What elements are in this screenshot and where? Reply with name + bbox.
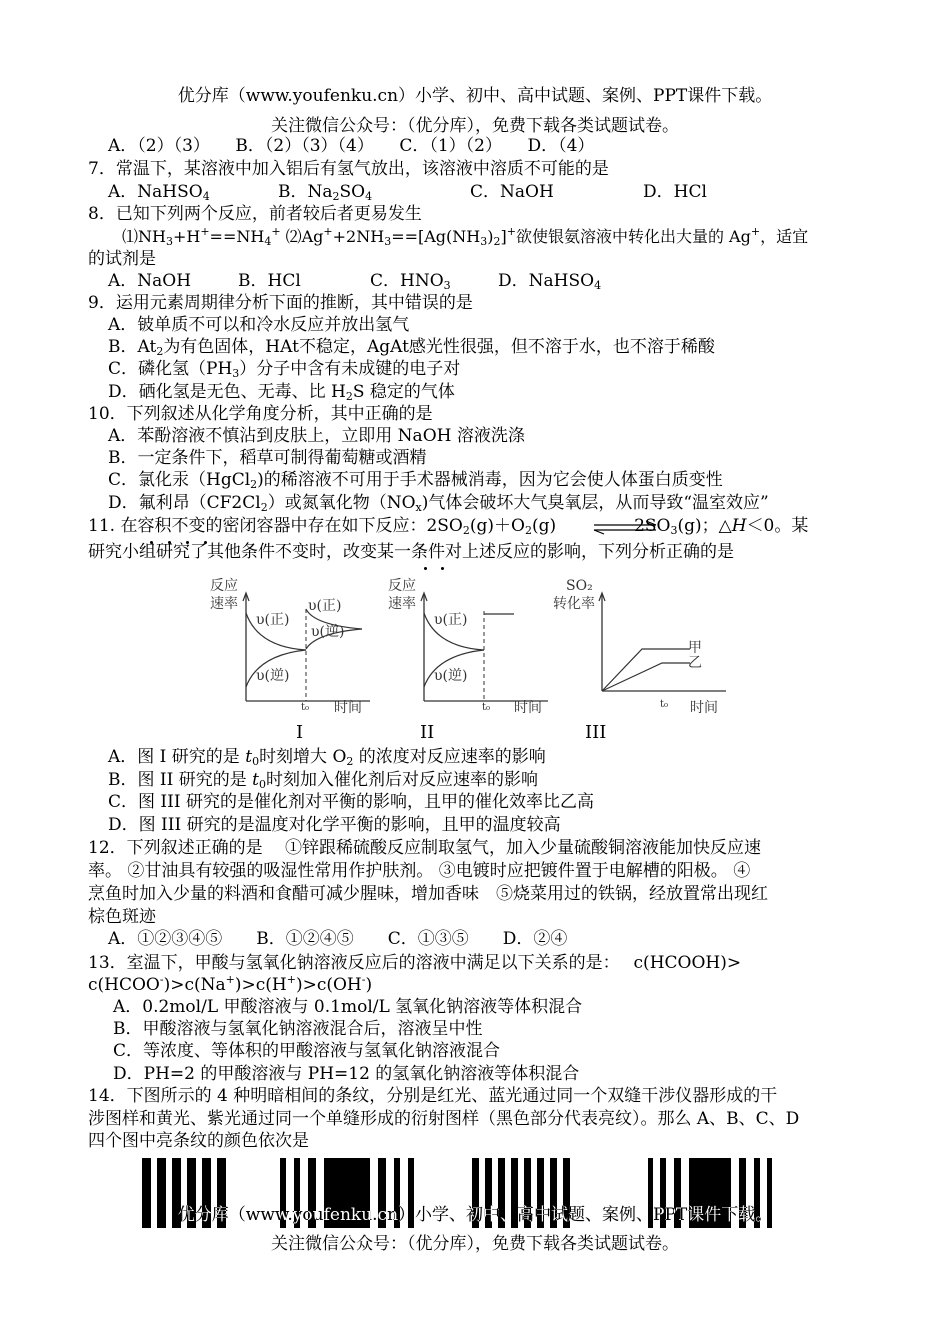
q8-option-d: D．NaHSO$_4$ bbox=[498, 271, 602, 292]
q11-option-c: C．图 III 研究的是催化剂对平衡的影响，且甲的催化效率比乙高 bbox=[108, 792, 594, 812]
fig2-curve-label: υ(逆) bbox=[434, 668, 468, 684]
q13-line-1: 13．室温下，甲酸与氢氧化钠溶液反应后的溶液中满足以下关系的是： c(HCOOH)> bbox=[88, 953, 742, 973]
q14-line-2: 涉图样和黄光、紫光通过同一个单缝形成的衍射图样（黑色部分代表亮纹）。那么 A、B、C、D bbox=[88, 1109, 800, 1129]
q12-line-1: 12．下列叙述正确的是 ①锌跟稀硫酸反应制取氢气，加入少量硫酸铜溶液能加快反应速 bbox=[88, 838, 762, 858]
q13-option-d: D．PH=2 的甲酸溶液与 PH=12 的氢氧化钠溶液等体积混合 bbox=[113, 1064, 580, 1084]
q9-option-c: C．磷化氢$(PH_3)$分子中含有未成键的电子对 bbox=[108, 359, 461, 380]
q13-option-a: A．0.2mol/L 甲酸溶液与 0.1mol/L 氢氧化钠溶液等体积混合 bbox=[113, 997, 583, 1017]
q11-option-a: A．图 I 研究的是 $t_0$时刻增大 $O_2$ 的浓度对反应速率的影响 bbox=[108, 747, 546, 768]
fig3-t0-label: t₀ bbox=[660, 699, 669, 710]
q13-line-2: c(HCOO-)>c(Na+)>c(H+)>c(OH-) bbox=[88, 973, 373, 995]
fig2-tag: II bbox=[420, 722, 435, 743]
equilibrium-arrow-icon bbox=[592, 520, 660, 534]
q12-line-4: 棕色斑迹 bbox=[88, 907, 156, 927]
q14-line-1: 14．下图所示的 4 种明暗相间的条纹，分别是红光、蓝光通过同一个双缝干涉仪器形成的干 bbox=[88, 1086, 778, 1106]
q10-option-c: C．氯化汞（HgCl$_2$)的稀溶液不可用于手术器械消毒，因为它会使人体蛋白质变性 bbox=[108, 470, 723, 491]
fig1-ylabel-line-1: 反应 bbox=[210, 578, 238, 594]
q12-options: A．①②③④⑤ B．①②④⑤ C．①③⑤ D．②④ bbox=[108, 929, 568, 949]
fig1-curve-label: υ(正) bbox=[308, 598, 342, 614]
q7-option-c: C．NaOH bbox=[470, 182, 554, 202]
footer-line-1: 优分库（www.youfenku.cn）小学、初中、高中试题、案例、PPT课件下载。 bbox=[177, 1205, 773, 1225]
q13-option-c: C．等浓度、等体积的甲酸溶液与氢氧化钠溶液混合 bbox=[113, 1041, 501, 1061]
fig1-curve-label: υ(逆) bbox=[256, 668, 290, 684]
emphasis-dot bbox=[424, 567, 427, 570]
q10-stem: 10．下列叙述从化学角度分析，其中正确的是 bbox=[88, 404, 433, 424]
fig3-curve-label: 乙 bbox=[688, 655, 702, 671]
q10-option-d: D．氟利昂$(CF2Cl_2)$或氮氧化物$(NO_x)$气体会破坏大气臭氧层，从而导致“温室效应” bbox=[108, 493, 769, 514]
fig2-ylabel-line-2: 速率 bbox=[388, 596, 416, 612]
q6-options: A．（2）（3） B．（2）（3）（4） C．（1）（2） D．（4） bbox=[108, 136, 595, 156]
fig1-t0-label: t₀ bbox=[301, 702, 310, 713]
fig3-plot bbox=[586, 585, 736, 715]
fig2-t0-label: t₀ bbox=[482, 702, 491, 713]
header-line-2: 关注微信公众号：（优分库），免费下载各类试题试卷。 bbox=[271, 116, 679, 136]
q8-option-a: A．NaOH bbox=[108, 271, 192, 291]
q8-option-c: C．$HNO_3$ bbox=[370, 271, 451, 292]
header-line-1: 优分库（www.youfenku.cn）小学、初中、高中试题、案例、PPT课件下载。 bbox=[177, 86, 773, 106]
q8-stem-line-2: 的试剂是 bbox=[88, 249, 156, 269]
fig2-curve-label: υ(正) bbox=[434, 612, 468, 628]
q7-option-d: D．HCl bbox=[643, 182, 707, 202]
q14-line-3: 四个图中亮条纹的颜色依次是 bbox=[88, 1131, 309, 1151]
fig2-plot bbox=[408, 585, 558, 715]
fig1-plot bbox=[230, 585, 380, 715]
q13-option-b: B．甲酸溶液与氢氧化钠溶液混合后，溶液呈中性 bbox=[113, 1019, 483, 1039]
q8-reactions: $⑴NH_3+H^+==NH_4^+$ $⑵Ag^++2NH_3==[Ag(NH_3)_2]^+$欲使银氨溶液中转化出大量的 Ag+，适宜 bbox=[122, 225, 809, 248]
fig1-ylabel-line-2: 速率 bbox=[210, 596, 238, 612]
q12-line-2: 率。 ②甘油具有较强的吸湿性常用作护肤剂。 ③电镀时应把镀件置于电解槽的阳极。 ④ bbox=[88, 861, 751, 881]
fig2-ylabel-line-1: 反应 bbox=[388, 578, 416, 594]
emphasis-dot bbox=[441, 567, 444, 570]
q8-stem: 8．已知下列两个反应，前者较后者更易发生 bbox=[88, 204, 422, 224]
footer-line-2: 关注微信公众号：（优分库），免费下载各类试题试卷。 bbox=[271, 1234, 679, 1254]
q9-stem: 9．运用元素周期律分析下面的推断，其中错误的是 bbox=[88, 293, 473, 313]
fig3-ylabel-line-1: SO₂ bbox=[566, 578, 593, 594]
q9-option-d: D．硒化氢是无色、无毒、比 $H_2S$ 稳定的气体 bbox=[108, 382, 455, 403]
q11-stem-line-2: 研究小组研究了其他条件不变时，改变某一条件对上述反应的影响，下列分析正确的是 bbox=[88, 542, 734, 562]
fig3-xlabel: 时间 bbox=[690, 700, 718, 716]
q10-option-a: A．苯酚溶液不慎沾到皮肤上，立即用 NaOH 溶液洗涤 bbox=[108, 426, 525, 446]
fig1-xlabel: 时间 bbox=[334, 700, 362, 716]
q12-line-3: 烹鱼时加入少量的料酒和食醋可减少腥味，增加香味 ⑤烧菜用过的铁锅，经放置常出现红 bbox=[88, 884, 768, 904]
q9-option-b: B．$At_2$为有色固体，HAt不稳定，AgAt感光性很强，但不溶于水，也不溶于稀酸 bbox=[108, 337, 715, 358]
q7-option-b: B．$Na_2SO_4$ bbox=[278, 182, 373, 203]
fig3-curve-label: 甲 bbox=[688, 640, 702, 656]
q11-option-d: D．图 III 研究的是温度对化学平衡的影响，且甲的温度较高 bbox=[108, 815, 561, 835]
q11-stem: 11. 在容积不变的密闭容器中存在如下反应：$2SO_2(g)+O_2(g)$ $2SO_3(g)$；△H＜0。某 bbox=[88, 516, 809, 537]
q11-option-b: B．图 II 研究的是 $t_0$时刻加入催化剂后对反应速率的影响 bbox=[108, 770, 538, 791]
q9-option-a: A．铍单质不可以和冷水反应并放出氢气 bbox=[108, 315, 410, 335]
q8-option-b: B．HCl bbox=[238, 271, 301, 291]
fig3-tag: III bbox=[585, 722, 607, 743]
fig1-tag: I bbox=[296, 722, 304, 743]
fig2-xlabel: 时间 bbox=[514, 700, 542, 716]
q10-option-b: B．一定条件下，稻草可制得葡萄糖或酒精 bbox=[108, 448, 427, 468]
fig1-curve-label: υ(逆) bbox=[311, 624, 345, 640]
q7-stem: 7．常温下，某溶液中加入铝后有氢气放出，该溶液中溶质不可能的是 bbox=[88, 159, 609, 179]
fig3-ylabel-line-2: 转化率 bbox=[553, 596, 595, 612]
q7-option-a: A．NaHSO$_4$ bbox=[108, 182, 210, 203]
fig1-curve-label: υ(正) bbox=[256, 612, 290, 628]
